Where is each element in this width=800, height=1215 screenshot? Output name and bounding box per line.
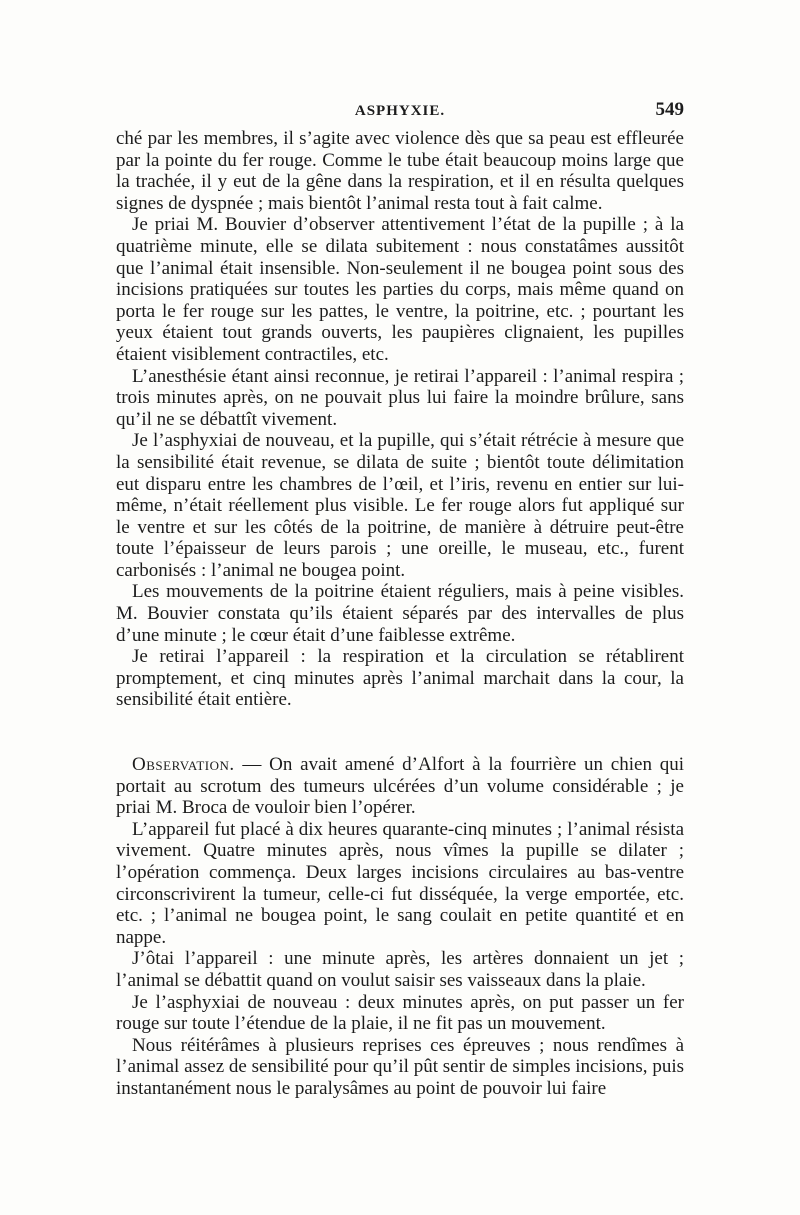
body-text [116,128,684,1100]
paragraph: Je priai M. Bouvier d’observer attentivement l’état de la pupille ; à la quatrième minute, elle se dilata subitement : nous constatâmes aussitôt que l’animal était insensible. Non-seulement il ne bougea point sous des incisions pratiquées sur toutes les parties du corps, mais même quand on porta le fer rouge sur les pattes, le ventre, la poitrine, etc. ; pourtant les yeux étaient tout grands ouverts, les paupières clignaient, les pupilles étaient visiblement contractiles, etc. [116,214,684,365]
running-head [116,99,684,123]
paragraph: ché par les membres, il s’agite avec violence dès que sa peau est effleurée par la pointe du fer rouge. Comme le tube était beaucoup moins large que la trachée, il y eut de la gêne dans la respiration, et il en résulta quelques signes de dyspnée ; mais bientôt l’animal resta tout à fait calme. [116,128,684,214]
paragraph: L’appareil fut placé à dix heures quarante-cinq minutes ; l’animal résista vivement. Quatre minutes après, nous vîmes la pupille se dilater ; l’opération commença. Deux larges incisions circulaires au bas-ventre circonscrivirent la tumeur, celle-ci fut disséquée, la verge emportée, etc. etc. ; l’animal ne bougea point, le sang coulait en petite quantité et en nappe. [116,818,684,948]
section-gap [116,711,684,754]
observation-heading: Observation. [132,754,235,776]
paragraph: Les mouvements de la poitrine étaient réguliers, mais à peine visibles. M. Bouvier constata qu’ils étaient séparés par des intervalles de plus d’une minute ; le cœur était d’une faiblesse extrême. [116,581,684,646]
page-number: 549 [655,99,684,120]
paragraph: Je l’asphyxiai de nouveau, et la pupille, qui s’était rétrécie à mesure que la sensibilité était revenue, se dilata de suite ; bientôt toute délimitation eut disparu entre les chambres de l’œil, et l’iris, revenu en entier sur lui-même, n’était réellement plus visible. Le fer rouge alors fut appliqué sur le ventre et sur les côtés de la poitrine, de manière à détruire peut-être toute l’épaisseur de leurs parois ; une oreille, le museau, etc., furent carbonisés : l’animal ne bougea point. [116,430,684,581]
observation-opening: — On avait amené d’Alfort à la fourrière un chien qui portait au scrotum des tumeurs ulcérées d’un volume considérable ; je priai M. Broca de vouloir bien l’opérer. [116,754,684,819]
paragraph: L’anesthésie étant ainsi reconnue, je retirai l’appareil : l’animal respira ; trois minutes après, on ne pouvait plus lui faire la moindre brûlure, sans qu’il ne se débattît vivement. [116,365,684,430]
paragraph: Nous réitérâmes à plusieurs reprises ces épreuves ; nous rendîmes à l’animal assez de sensibilité pour qu’il pût sentir de simples incisions, puis instantanément nous le paralysâmes au point de pouvoir lui faire [116,1034,684,1099]
paragraph: Je retirai l’appareil : la respiration et la circulation se rétablirent promptement, et cinq minutes après l’animal marchait dans la cour, la sensibilité était entière. [116,646,684,711]
observation-paragraph [116,754,684,819]
paragraph: J’ôtai l’appareil : une minute après, les artères donnaient un jet ; l’animal se débattit quand on voulut saisir ses vaisseaux dans la plaie. [116,948,684,991]
paragraph: Je l’asphyxiai de nouveau : deux minutes après, on put passer un fer rouge sur toute l’étendue de la plaie, il ne fit pas un mouvement. [116,991,684,1035]
running-title: ASPHYXIE. [354,103,446,119]
